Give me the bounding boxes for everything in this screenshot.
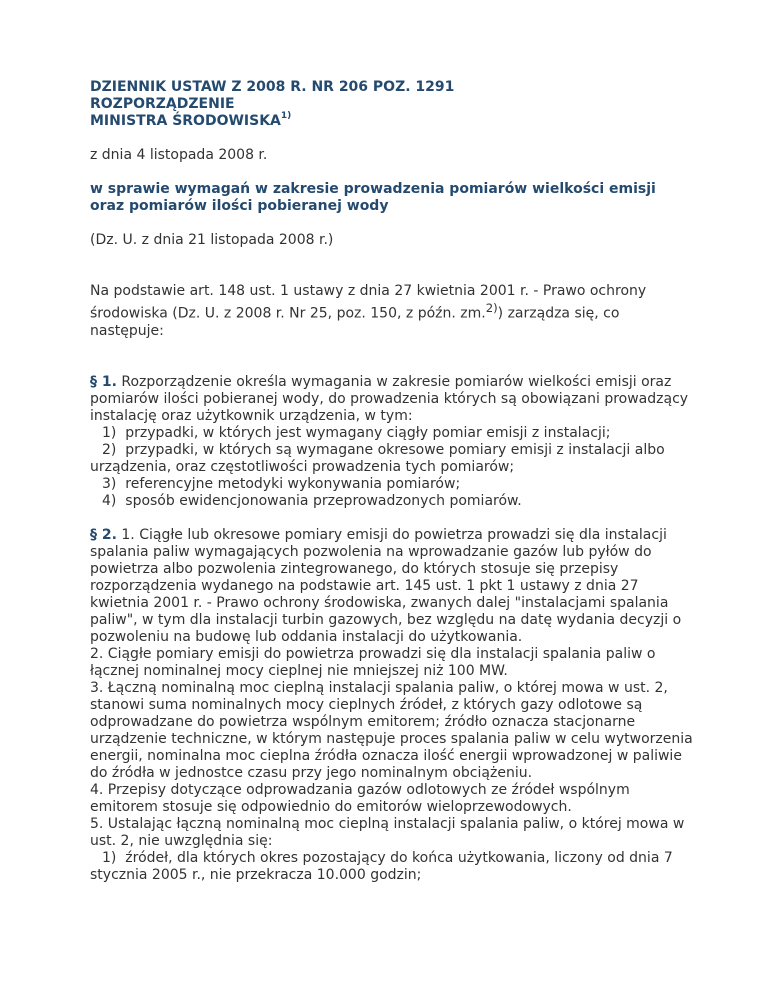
section-line: stycznia 2005 r., nie przekracza 10.000 godzin; xyxy=(90,866,422,883)
section-2 xyxy=(90,526,693,884)
preamble-line: Na podstawie art. 148 ust. 1 ustawy z dnia 27 kwietnia 2001 r. - Prawo ochrony xyxy=(90,283,647,299)
section-line: 5. Ustalając łączną nominalną moc cieplną instalacji spalania paliw, o której mowa w xyxy=(90,815,685,832)
section-line: urządzenia, oraz częstotliwości prowadzenia tych pomiarów; xyxy=(90,458,515,475)
section-text: 1. Ciągłe lub okresowe pomiary emisji do powietrza prowadzi się dla instalacji xyxy=(116,526,667,543)
section-line: 4. Przepisy dotyczące odprowadzania gazów odlotowych ze źródeł wspólnym xyxy=(90,781,630,798)
section-line: 3. Łączną nominalną moc cieplną instalacji spalania paliw, o której mowa w ust. 2, xyxy=(90,679,668,696)
list-item: 1) przypadki, w których jest wymagany ciągły pomiar emisji z instalacji; xyxy=(102,424,611,441)
section-line: do źródła w jednostce czasu przy jego nominalnym obciążeniu. xyxy=(90,764,533,781)
document xyxy=(90,79,693,884)
section-line: energii, nominalna moc cieplna źródła oznacza ilość energii wprowadzonej w paliwie xyxy=(90,747,682,764)
section-line: paliw", w tym dla instalacji turbin gazowych, bez względu na datę wydania decyzji o xyxy=(90,611,682,628)
section-line: ust. 2, nie uwzględnia się: xyxy=(90,832,273,849)
section-line: pozwoleniu na budowę lub oddania instalacji do użytkowania. xyxy=(90,628,523,645)
section-line: spalania paliw wymagających pozwolenia na wprowadzanie gazów lub pyłów do xyxy=(90,543,652,560)
list-item: 1) źródeł, dla których okres pozostający do końca użytkowania, liczony od dnia 7 xyxy=(102,849,673,866)
list-item: 2) przypadki, w których są wymagane okresowe pomiary emisji z instalacji albo xyxy=(102,441,665,458)
document-subject xyxy=(90,181,690,215)
section-line xyxy=(90,374,690,391)
section-1 xyxy=(90,374,690,510)
section-text: Rozporządzenie określa wymagania w zakresie pomiarów wielkości emisji oraz xyxy=(116,373,672,390)
preamble-line: następuje: xyxy=(90,322,164,339)
footnote-marker[interactable]: 2) xyxy=(485,301,498,315)
section-line: stanowi suma nominalnych mocy cieplnych źródeł, z których gazy odlotowe są xyxy=(90,696,643,713)
subject-line: w sprawie wymagań w zakresie prowadzenia pomiarów wielkości emisji xyxy=(90,181,656,197)
list-item: 4) sposób ewidencjonowania przeprowadzonych pomiarów. xyxy=(102,492,522,509)
section-line: instalację oraz użytkownik urządzenia, w tym: xyxy=(90,407,413,424)
section-line: rozporządzenia wydanego na podstawie art. 145 ust. 1 pkt 1 ustawy z dnia 27 xyxy=(90,577,639,594)
subject-line: oraz pomiarów ilości pobieranej wody xyxy=(90,198,389,214)
preamble-text: środowiska (Dz. U. z 2008 r. Nr 25, poz. 150, z późn. zm. xyxy=(90,305,486,322)
section-line: emitorem stosuje się odpowiednio do emitorów wieloprzewodowych. xyxy=(90,798,572,815)
preamble-line xyxy=(90,300,690,323)
document-type: ROZPORZĄDZENIE xyxy=(90,96,235,112)
document-date: z dnia 4 listopada 2008 r. xyxy=(90,147,268,163)
authority-name: MINISTRA ŚRODOWISKA xyxy=(90,113,281,129)
section-line: kwietnia 2001 r. - Prawo ochrony środowiska, zwanych dalej "instalacjami spalania xyxy=(90,594,669,611)
section-sign: § 2. xyxy=(90,526,117,543)
document-header xyxy=(90,79,690,130)
preamble-text: ) zarządza się, co xyxy=(497,305,620,322)
list-item: 3) referencyjne metodyki wykonywania pomiarów; xyxy=(102,475,461,492)
section-line xyxy=(90,527,690,544)
section-line: 2. Ciągłe pomiary emisji do powietrza prowadzi się dla instalacji spalania paliw o xyxy=(90,645,656,662)
section-line: łącznej nominalnej mocy cieplnej nie mniejszej niż 100 MW. xyxy=(90,662,508,679)
section-line: odprowadzane do powietrza wspólnym emitorem; źródło oznacza stacjonarne xyxy=(90,713,636,730)
journal-reference: DZIENNIK USTAW Z 2008 R. NR 206 POZ. 1291 xyxy=(90,79,455,95)
preamble xyxy=(90,283,690,340)
section-sign: § 1. xyxy=(90,373,117,390)
section-line: powietrza albo pozwolenia zintegrowanego, do których stosuje się przepisy xyxy=(90,560,619,577)
issuing-authority xyxy=(90,113,690,130)
footnote-marker[interactable]: 1) xyxy=(280,111,292,122)
section-line: urządzenie techniczne, w którym następuje proces spalania paliw w celu wytworzenia xyxy=(90,730,693,747)
section-line: pomiarów ilości pobieranej wody, do prowadzenia których są obowiązani prowadzący xyxy=(90,390,689,407)
publication-info: (Dz. U. z dnia 21 listopada 2008 r.) xyxy=(90,232,334,248)
